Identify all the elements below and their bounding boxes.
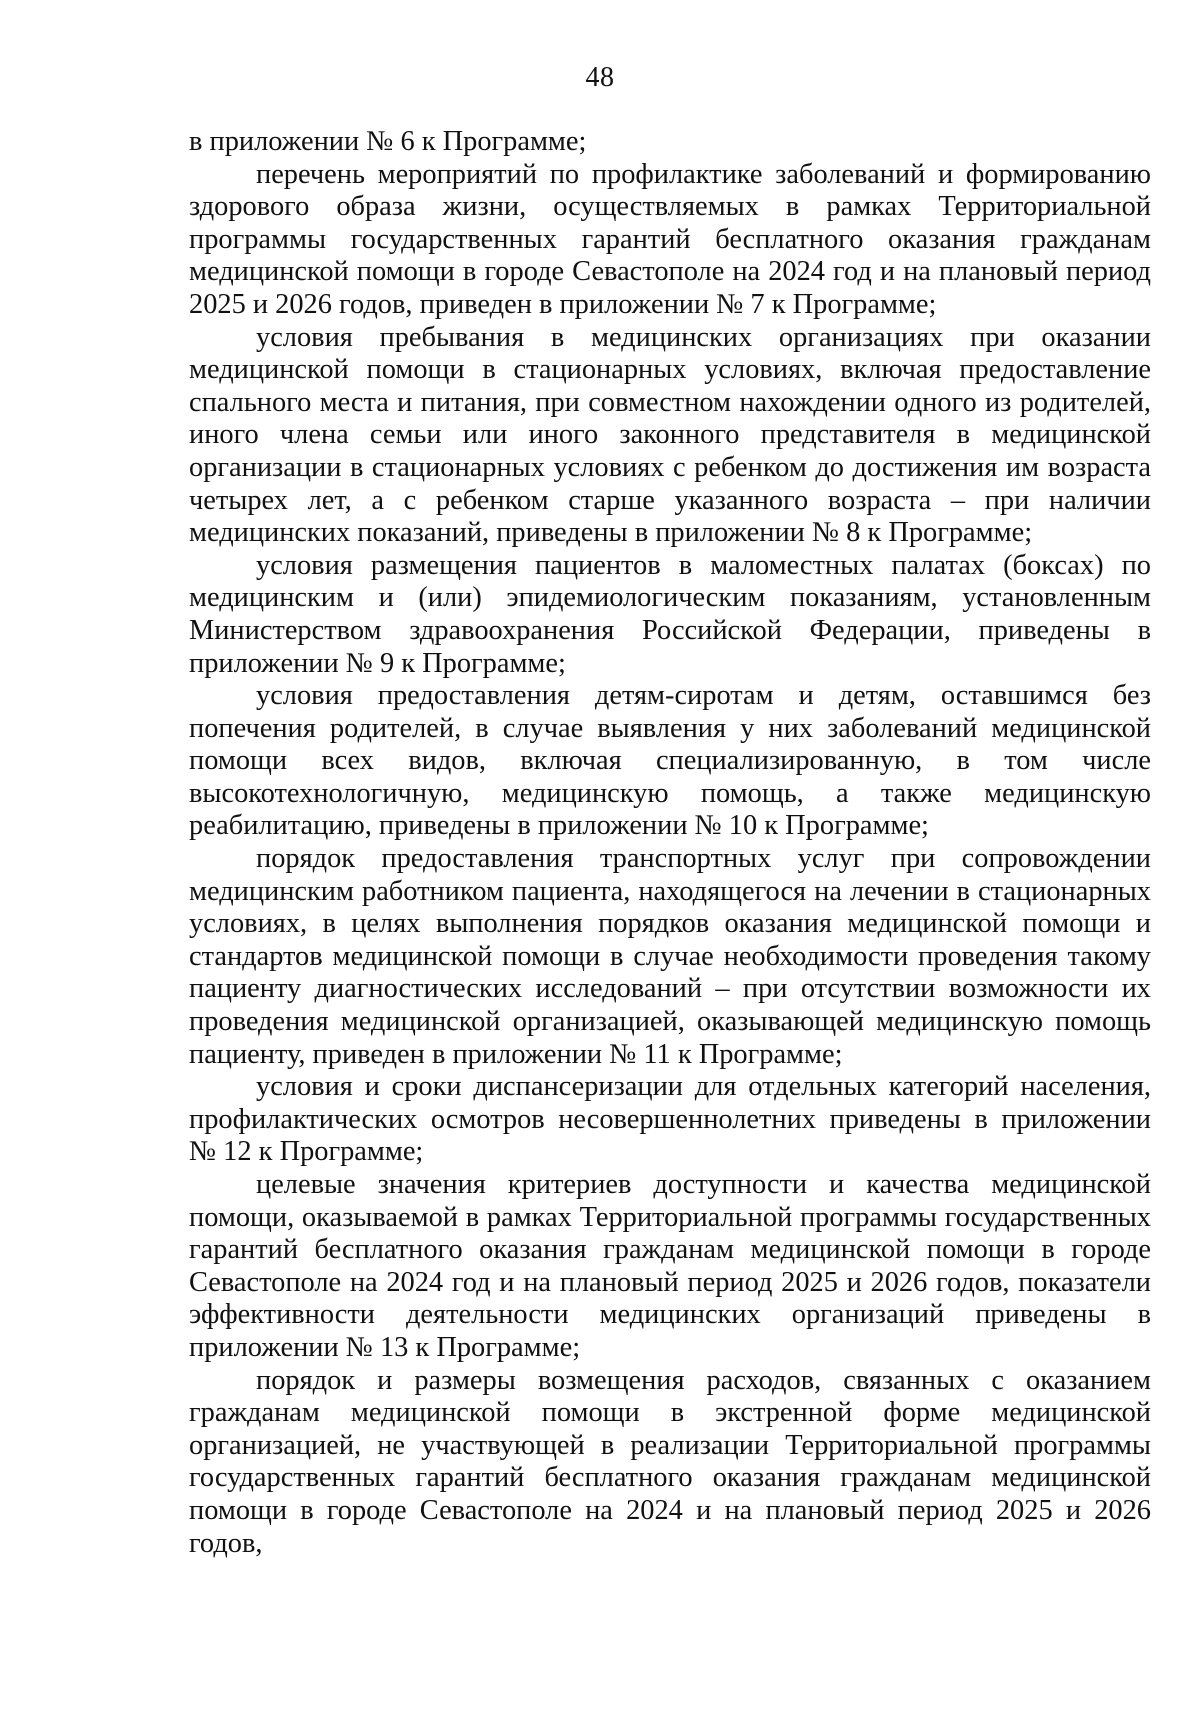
paragraph-appendix-10: условия предоставления детям-сиротам и детям, оставшимся без попечения родителей, в случае выявления у них заболеваний медицинской помощи всех видов, включая специализированную, в том числе высокотехнологичную, медицинскую помощь, а также медицинскую реабилитацию, приведены в приложении № 10 к Программе; [189,680,1151,842]
paragraph-appendix-12: условия и сроки диспансеризации для отдельных категорий населения, профилактических осмотров несовершеннолетних приведены в приложении № 12 к Программе; [189,1071,1151,1168]
paragraph-appendix-6-continuation: в приложении № 6 к Программе; [189,126,587,157]
paragraph-emergency-care-reimbursement: порядок и размеры возмещения расходов, связанных с оказанием гражданам медицинской помощи в экстренной форме медицинской организацией, не участвующей в реализации Территориальной программы государственных гарантий бесплатного оказания гражданам медицинской помощи в городе Севастополе на 2024 и на плановый период 2025 и 2026 годов, [189,1364,1151,1559]
paragraph-appendix-8: условия пребывания в медицинских организациях при оказании медицинской помощи в стационарных условиях, включая предоставление спального места и питания, при совместном нахождении одного из родителей, иного члена семьи или иного законного представителя в медицинской организации в стационарных условиях с ребенком до достижения им возраста четырех лет, а с ребенком старше указанного возраста – при наличии медицинских показаний, приведены в приложении № 8 к Программе; [189,321,1151,549]
document-body [189,126,1151,1560]
paragraph-appendix-13: целевые значения критериев доступности и качества медицинской помощи, оказываемой в рамках Территориальной программы государственных гарантий бесплатного оказания гражданам медицинской помощи в городе Севастополе на 2024 год и на плановый период 2025 и 2026 годов, показатели эффективности деятельности медицинских организаций приведены в приложении № 13 к Программе; [189,1169,1151,1363]
paragraph-appendix-11: порядок предоставления транспортных услуг при сопровождении медицинским работником пациента, находящегося на лечении в стационарных условиях, в целях выполнения порядков оказания медицинской помощи и стандартов медицинской помощи в случае необходимости проведения такому пациенту диагностических исследований – при отсутствии возможности их проведения медицинской организацией, оказывающей медицинскую помощь пациенту, приведен в приложении № 11 к Программе; [189,843,1151,1070]
paragraph-appendix-9: условия размещения пациентов в маломестных палатах (боксах) по медицинским и (или) эпидемиологическим показаниям, установленным Министерством здравоохранения Российской Федерации, приведены в приложении № 9 к Программе; [189,549,1151,679]
page-number: 48 [585,62,615,93]
paragraph-appendix-7: перечень мероприятий по профилактике заболеваний и формированию здорового образа жизни, осуществляемых в рамках Территориальной программы государственных гарантий бесплатного оказания гражданам медицинской помощи в городе Севастополе на 2024 год и на плановый период 2025 и 2026 годов, приведен в приложении № 7 к Программе; [189,158,1151,320]
